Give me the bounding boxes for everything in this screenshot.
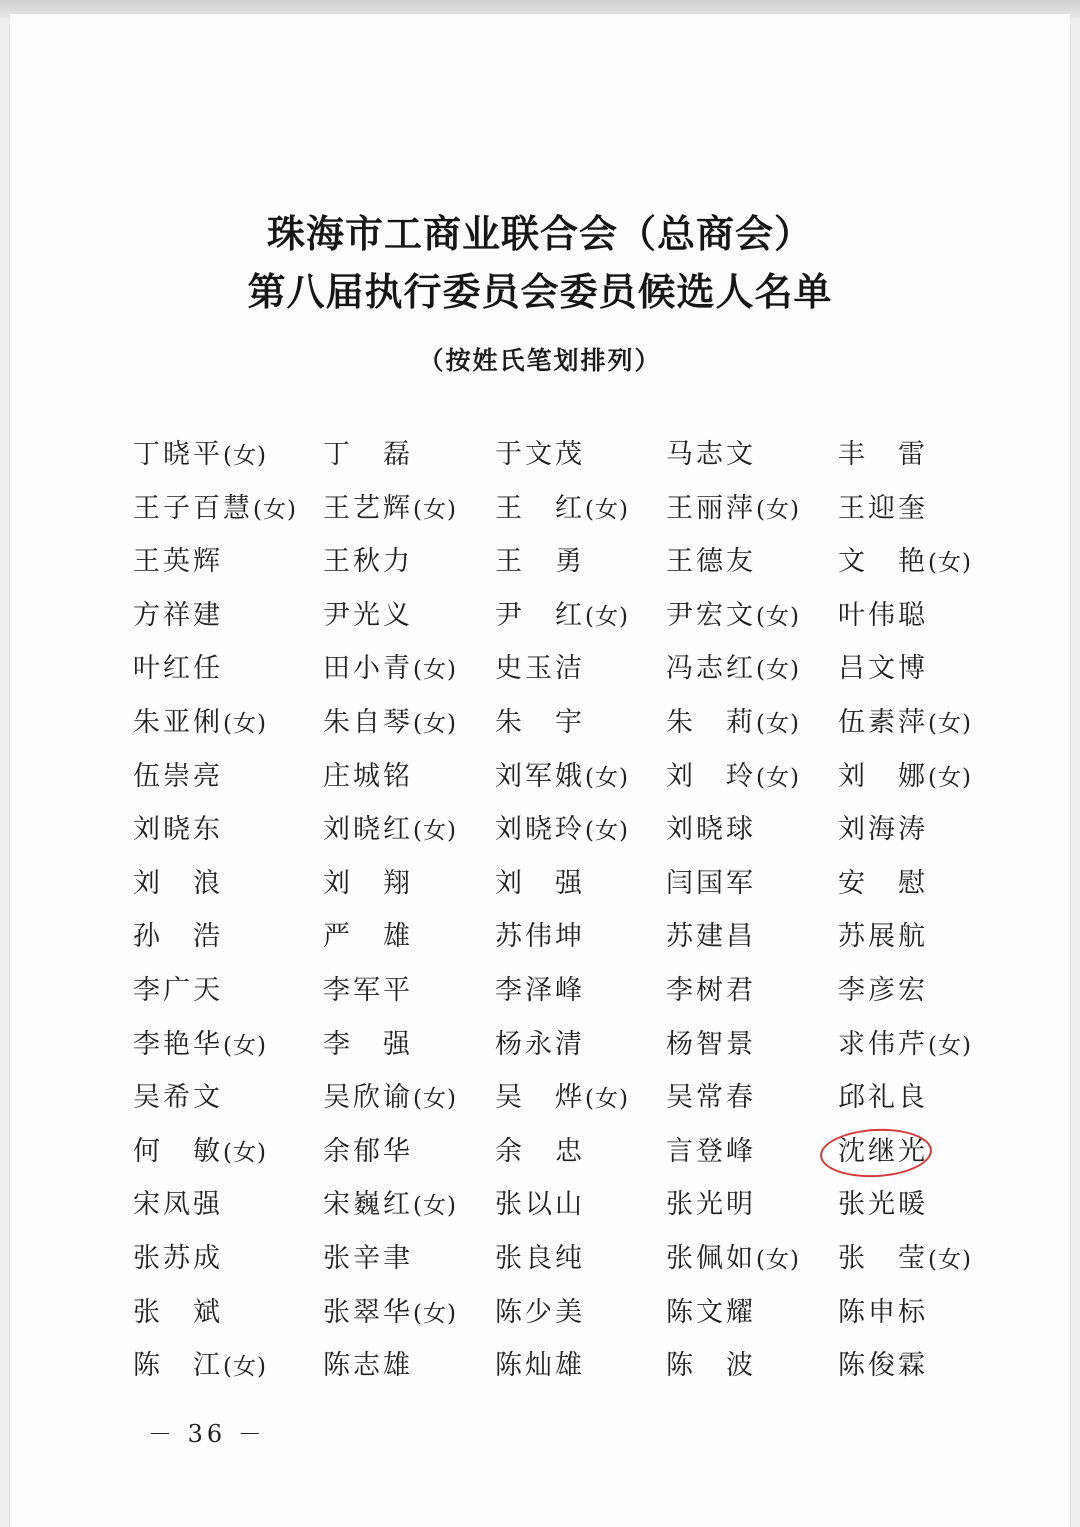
candidate-name-text: 李泽峰 (495, 975, 585, 1006)
candidate-name-text: 言登峰 (666, 1135, 756, 1167)
candidate-name (133, 760, 223, 794)
candidate-name-text: 陈 江 (133, 1350, 223, 1382)
candidate-name (666, 974, 756, 1008)
female-marker: (女) (928, 550, 972, 577)
candidate-name-text: 于文茂 (495, 439, 585, 470)
candidate-name (323, 760, 413, 794)
candidate-name (133, 1028, 267, 1063)
candidate-name (838, 545, 972, 580)
candidate-name (838, 1242, 972, 1277)
candidate-name (666, 1188, 756, 1222)
candidate-name-text: 叶红任 (133, 653, 223, 685)
candidate-name-text: 丰 雷 (838, 439, 928, 470)
candidate-name (133, 1296, 223, 1330)
candidate-name-text: 丁 磊 (323, 439, 413, 470)
candidate-name (323, 1028, 413, 1062)
candidate-name (495, 1349, 585, 1383)
female-marker: (女) (253, 496, 297, 523)
candidate-name (133, 599, 223, 633)
candidate-name (495, 1081, 629, 1116)
candidate-name (495, 813, 629, 848)
candidate-name-text: 陈俊霖 (838, 1350, 928, 1382)
candidate-name (838, 438, 928, 472)
candidate-name-text: 王艺辉 (323, 492, 413, 524)
candidate-name (133, 1188, 223, 1222)
female-marker: (女) (928, 1032, 972, 1059)
candidate-name (323, 1242, 413, 1276)
candidate-name (666, 599, 800, 634)
female-marker: (女) (756, 496, 800, 523)
candidate-name (323, 706, 457, 741)
candidate-name (495, 706, 585, 740)
candidate-name-text: 陈文耀 (666, 1296, 756, 1328)
candidate-name-text: 刘 强 (495, 867, 585, 899)
candidate-name-text: 陈少美 (495, 1296, 585, 1328)
candidate-name (666, 492, 800, 527)
title-line-2: 第八届执行委员会委员候选人名单 (247, 269, 833, 314)
candidate-name-text: 田小青 (323, 653, 413, 685)
female-marker: (女) (756, 1247, 800, 1273)
candidate-name-text: 刘晓红 (323, 814, 413, 846)
candidate-name (323, 1296, 457, 1331)
candidate-name-text: 庄城铭 (323, 760, 413, 792)
candidate-name-text: 张光暖 (838, 1189, 928, 1221)
candidate-name-text: 王 红 (495, 492, 585, 524)
candidate-name-text: 张辛聿 (323, 1243, 413, 1274)
candidate-name (133, 1349, 267, 1384)
candidate-name-text: 尹 红 (495, 599, 585, 631)
candidate-name-text: 朱 宇 (495, 707, 585, 738)
candidate-name (133, 1081, 223, 1115)
female-marker: (女) (223, 443, 267, 469)
candidate-name-text: 刘海涛 (838, 814, 928, 846)
candidate-name-text: 朱亚俐 (133, 707, 223, 738)
candidate-name-text: 叶伟聪 (838, 599, 928, 631)
candidate-name-text: 王丽萍 (666, 492, 756, 524)
candidate-name-text: 刘 浪 (133, 867, 223, 899)
candidate-name-text: 尹宏文 (666, 599, 756, 631)
candidate-name (666, 1028, 756, 1062)
candidate-name-text: 安 慰 (838, 867, 928, 899)
candidate-name-text: 何 敏 (133, 1135, 223, 1167)
female-marker: (女) (585, 1086, 629, 1113)
candidate-name (838, 760, 972, 795)
female-marker: (女) (756, 657, 800, 684)
page-number: － 36 － (148, 1420, 266, 1448)
candidate-name (323, 1135, 413, 1169)
candidate-name (666, 545, 756, 579)
candidate-name-text: 伍崇亮 (133, 760, 223, 792)
candidate-name (666, 920, 756, 954)
candidate-name (133, 545, 223, 579)
candidate-name-text: 闫国军 (666, 867, 756, 899)
candidate-name-text: 刘 翔 (323, 867, 413, 899)
candidate-name-text: 冯志红 (666, 653, 756, 685)
female-marker: (女) (756, 711, 800, 737)
candidate-name (838, 920, 928, 954)
candidate-name-text: 王秋力 (323, 546, 413, 578)
candidate-name (838, 813, 928, 847)
candidate-name-text: 陈志雄 (323, 1350, 413, 1382)
candidate-name-text: 求伟芹 (838, 1028, 928, 1060)
candidate-name (666, 706, 800, 741)
candidate-name-text: 孙 浩 (133, 921, 223, 953)
female-marker: (女) (413, 1086, 457, 1113)
candidate-name-text: 苏伟坤 (495, 921, 585, 953)
candidate-name (666, 867, 756, 901)
candidate-name-text: 邱礼良 (838, 1082, 928, 1114)
candidate-name-text: 李 强 (323, 1028, 413, 1060)
candidate-name-text: 严 雄 (323, 921, 413, 953)
candidate-name-text: 马志文 (666, 439, 756, 470)
female-marker: (女) (756, 603, 800, 630)
candidate-name-text: 文 艳 (838, 546, 928, 578)
candidate-name-text: 朱自琴 (323, 707, 413, 738)
candidate-name (838, 974, 928, 1008)
candidate-name (323, 1349, 413, 1383)
candidate-name (666, 1135, 756, 1169)
candidate-name-text: 尹光义 (323, 599, 413, 631)
candidate-name (323, 492, 457, 527)
female-marker: (女) (413, 1193, 457, 1220)
candidate-name (666, 1349, 756, 1383)
candidate-name-text: 宋凤强 (133, 1189, 223, 1221)
candidate-name-text: 张 斌 (133, 1296, 223, 1328)
candidate-name-text: 刘晓玲 (495, 814, 585, 846)
candidate-name (323, 920, 413, 954)
female-marker: (女) (413, 496, 457, 523)
candidate-name-text: 张佩如 (666, 1243, 756, 1274)
female-marker: (女) (223, 711, 267, 737)
female-marker: (女) (585, 818, 629, 845)
candidate-name-text: 史玉洁 (495, 653, 585, 685)
candidate-name-text: 吴希文 (133, 1082, 223, 1114)
candidate-name-text: 李树君 (666, 975, 756, 1006)
candidate-name (323, 974, 413, 1008)
candidate-name (495, 760, 629, 795)
candidate-name (666, 813, 756, 847)
candidate-name-text: 杨智景 (666, 1028, 756, 1060)
candidate-name-text: 王 勇 (495, 546, 585, 578)
candidate-name (133, 1135, 267, 1170)
candidate-name-text: 宋巍红 (323, 1189, 413, 1221)
candidate-name (133, 652, 223, 686)
candidate-name (666, 1296, 756, 1330)
candidate-name (323, 652, 457, 687)
candidate-name (495, 1242, 585, 1276)
candidate-name-text: 苏建昌 (666, 921, 756, 953)
candidate-name-text: 王英辉 (133, 546, 223, 578)
candidate-name (323, 1188, 457, 1223)
female-marker: (女) (585, 603, 629, 630)
candidate-name (838, 1028, 972, 1063)
female-marker: (女) (223, 1354, 267, 1381)
candidate-name-text: 刘晓球 (666, 814, 756, 846)
candidate-name (133, 1242, 223, 1276)
candidate-name (495, 545, 585, 579)
candidate-name (838, 652, 928, 686)
candidate-name-text: 陈灿雄 (495, 1350, 585, 1382)
candidate-name (838, 867, 928, 901)
candidate-name (666, 1081, 756, 1115)
candidate-name (666, 1242, 800, 1277)
candidate-name-text: 刘 娜 (838, 760, 928, 792)
candidate-name-text: 王迎奎 (838, 492, 928, 524)
candidate-name-text: 方祥建 (133, 599, 223, 631)
candidate-name (133, 706, 267, 741)
candidate-name (495, 652, 585, 686)
female-marker: (女) (756, 764, 800, 791)
female-marker: (女) (413, 657, 457, 684)
candidate-name (838, 1135, 928, 1169)
candidate-name-text: 余 忠 (495, 1135, 585, 1167)
candidate-name (838, 1188, 928, 1222)
candidate-name-text: 张以山 (495, 1189, 585, 1221)
candidate-name (323, 599, 413, 633)
female-marker: (女) (585, 764, 629, 791)
candidate-name (323, 813, 457, 848)
candidate-name-text: 吴欣谕 (323, 1082, 413, 1114)
candidate-name (323, 438, 413, 472)
candidate-name-text: 苏展航 (838, 921, 928, 953)
candidate-name (838, 599, 928, 633)
candidate-name-text: 陈申标 (838, 1296, 928, 1328)
candidate-name (666, 438, 756, 472)
female-marker: (女) (928, 1247, 972, 1273)
candidate-name-text: 张良纯 (495, 1243, 585, 1274)
female-marker: (女) (928, 711, 972, 737)
candidate-name (133, 974, 223, 1008)
female-marker: (女) (928, 764, 972, 791)
candidate-name (495, 492, 629, 527)
candidate-name (495, 974, 585, 1008)
candidate-name (133, 920, 223, 954)
candidate-name-text: 伍素萍 (838, 707, 928, 738)
candidate-name (133, 813, 223, 847)
candidate-name (838, 1349, 928, 1383)
candidate-name (495, 599, 629, 634)
candidate-name (495, 1135, 585, 1169)
candidate-name (495, 438, 585, 472)
candidate-name-text: 刘晓东 (133, 814, 223, 846)
candidate-name (495, 920, 585, 954)
candidate-name-text: 吕文博 (838, 653, 928, 685)
candidate-name-text: 张 莹 (838, 1243, 928, 1274)
candidate-name-text: 刘 玲 (666, 760, 756, 792)
candidate-name-text: 朱 莉 (666, 707, 756, 738)
candidate-name-text: 刘军娥 (495, 760, 585, 792)
candidate-name (838, 492, 928, 526)
candidate-name (323, 867, 413, 901)
female-marker: (女) (413, 818, 457, 845)
candidate-name-text: 余郁华 (323, 1135, 413, 1167)
candidate-name (666, 760, 800, 795)
candidate-name (838, 706, 972, 741)
candidate-name (133, 867, 223, 901)
female-marker: (女) (413, 711, 457, 737)
candidate-name (838, 1081, 928, 1115)
candidate-name (666, 652, 800, 687)
candidate-name-text: 沈继光 (838, 1135, 928, 1167)
female-marker: (女) (223, 1032, 267, 1059)
candidate-name (495, 1028, 585, 1062)
candidate-name-text: 张翠华 (323, 1296, 413, 1328)
candidate-name-text: 李艳华 (133, 1028, 223, 1060)
candidate-name (323, 1081, 457, 1116)
candidate-name (495, 867, 585, 901)
female-marker: (女) (413, 1300, 457, 1327)
candidate-name-text: 陈 波 (666, 1350, 756, 1382)
candidate-name-text: 吴常春 (666, 1082, 756, 1114)
candidate-name-text: 张苏成 (133, 1243, 223, 1274)
candidate-name-text: 吴 烨 (495, 1082, 585, 1114)
subtitle: （按姓氏笔划排列） (418, 346, 662, 375)
candidate-name (495, 1188, 585, 1222)
candidate-name-text: 李广天 (133, 975, 223, 1006)
candidate-name-text: 杨永清 (495, 1028, 585, 1060)
candidate-name-text: 王子百慧 (133, 492, 253, 524)
female-marker: (女) (223, 1139, 267, 1166)
candidate-name-text: 王德友 (666, 546, 756, 578)
candidate-name (838, 1296, 928, 1330)
title-line-1: 珠海市工商业联合会（总商会） (266, 211, 813, 256)
candidate-name-text: 李军平 (323, 975, 413, 1006)
candidate-name-text: 李彦宏 (838, 975, 928, 1006)
candidate-name (133, 438, 267, 473)
candidate-name (495, 1296, 585, 1330)
candidate-name (133, 492, 297, 527)
candidate-name-text: 张光明 (666, 1189, 756, 1221)
candidate-name-text: 丁晓平 (133, 439, 223, 470)
female-marker: (女) (585, 496, 629, 523)
candidate-name (323, 545, 413, 579)
